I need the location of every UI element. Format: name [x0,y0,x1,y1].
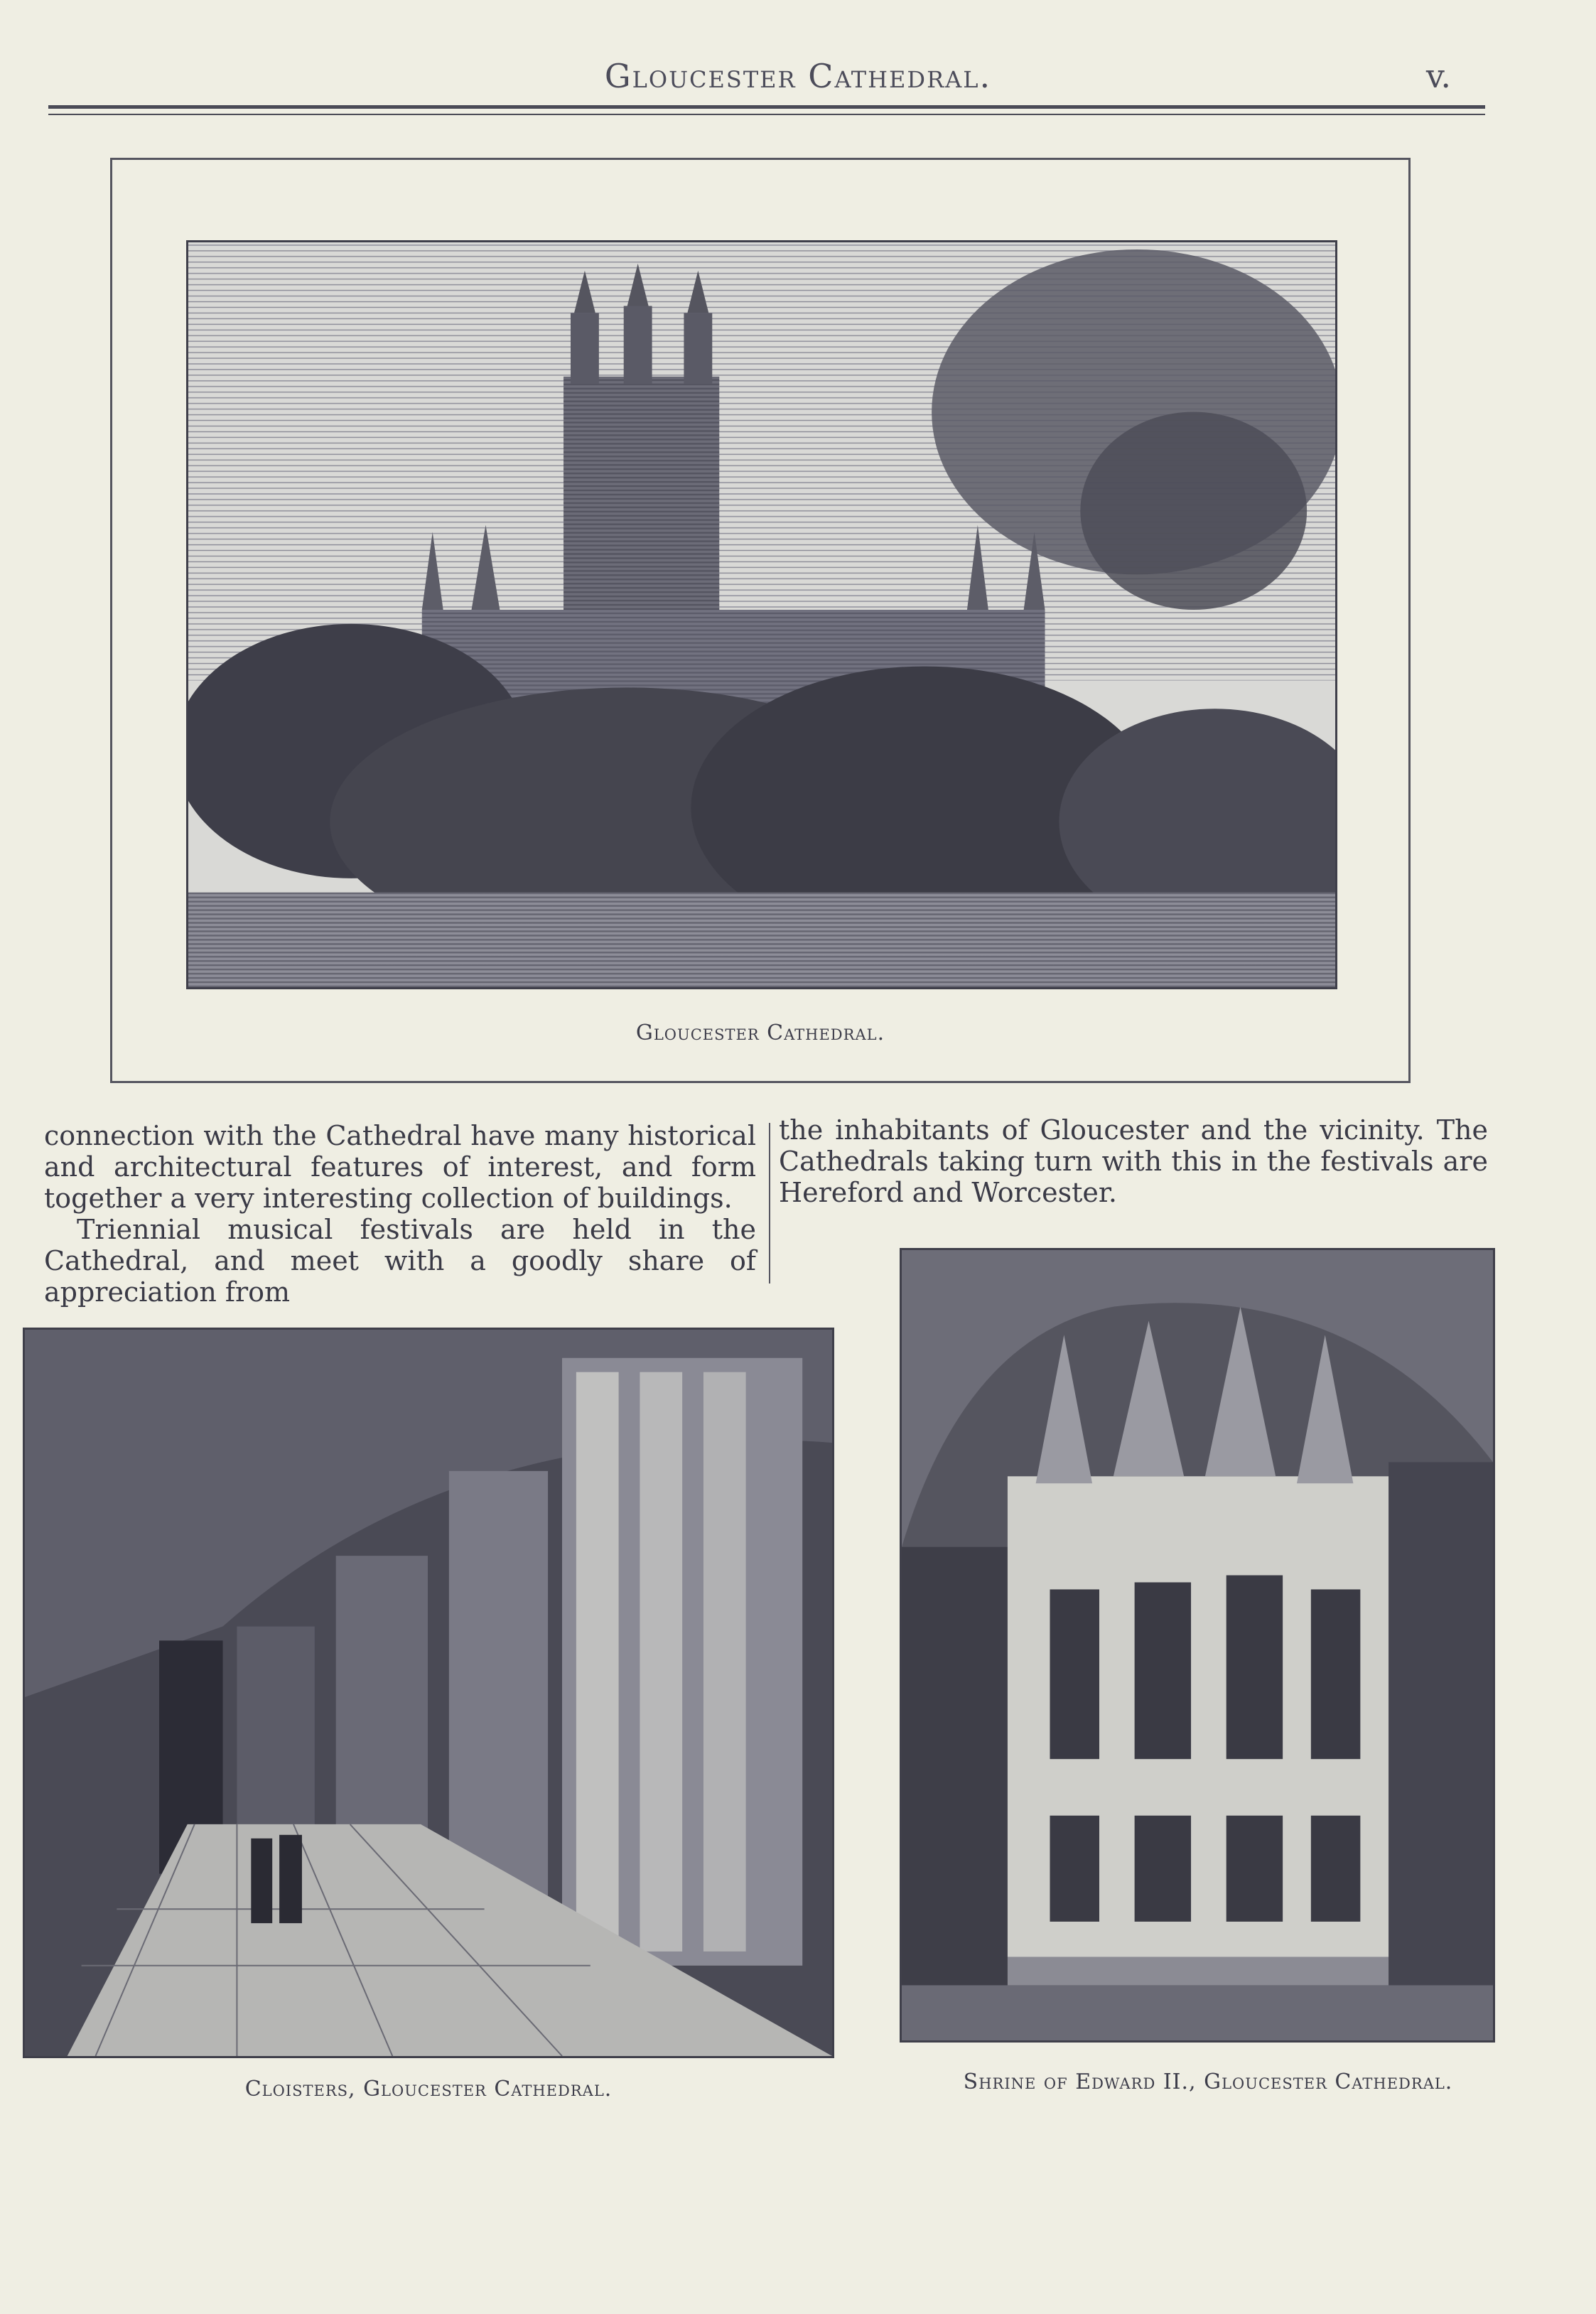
shrine-caption: Shrine of Edward II., Gloucester Cathedral. [963,2070,1453,2094]
left-text-column [44,1120,756,1308]
cloisters-engraving [23,1328,834,2058]
right-paragraph: the inhabitants of Gloucester and the vicinity. The Cathedrals taking turn with this in the festivals are Hereford and Worcester. [779,1114,1488,1208]
right-text-column [779,1114,1488,1208]
main-figure-caption: Gloucester Cathedral. [635,1021,885,1045]
column-divider [769,1123,770,1284]
cloisters-caption: Cloisters, Gloucester Cathedral. [244,2077,613,2102]
left-paragraph-1: connection with the Cathedral have many historical and architectural features of interest, and form together a very interesting collection of buildings. [44,1120,756,1214]
cathedral-exterior-engraving [186,240,1337,989]
shrine-engraving [900,1248,1495,2043]
header-rule [48,105,1485,109]
left-paragraph-2: Triennial musical festivals are held in the Cathedral, and meet with a goodly share of appreciation from [44,1214,756,1308]
page-number: v. [1425,57,1451,95]
header-rule-thin [48,114,1485,115]
running-header-title: Gloucester Cathedral. [604,57,992,95]
